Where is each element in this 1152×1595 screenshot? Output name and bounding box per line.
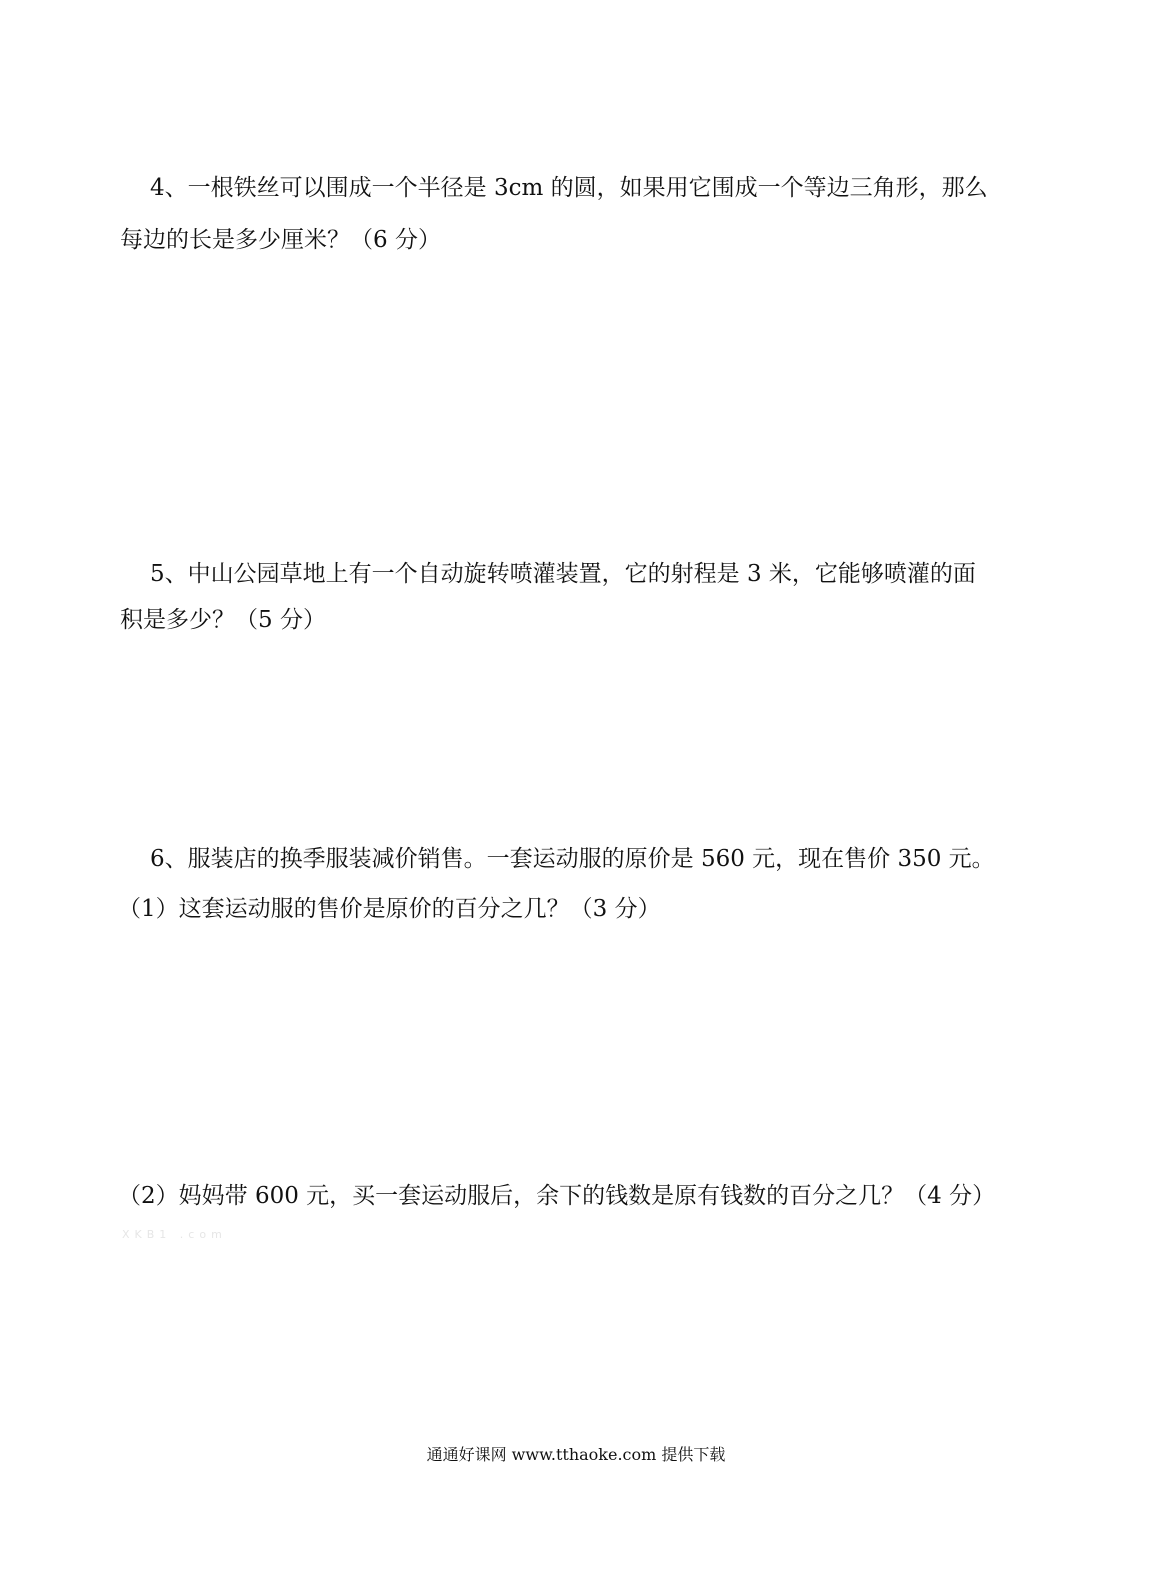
- question-6-line-1: 6、服装店的换季服装减价销售。一套运动服的原价是 560 元，现在售价 350 元。: [150, 846, 995, 872]
- question-6-part-2: （2）妈妈带 600 元，买一套运动服后，余下的钱数是原有钱数的百分之几？（4 分）: [118, 1183, 996, 1209]
- question-4-line-2: 每边的长是多少厘米？（6 分）: [120, 227, 441, 253]
- watermark: XKB1 .com: [122, 1228, 227, 1241]
- question-5-line-2: 积是多少？（5 分）: [120, 607, 326, 633]
- question-6-part-1: （1）这套运动服的售价是原价的百分之几？（3 分）: [118, 896, 661, 922]
- question-5-line-1: 5、中山公园草地上有一个自动旋转喷灌装置，它的射程是 3 米，它能够喷灌的面: [150, 561, 976, 587]
- page-footer: 通通好课网 www.tthaoke.com 提供下载: [426, 1445, 726, 1464]
- question-4-line-1: 4、一根铁丝可以围成一个半径是 3cm 的圆，如果用它围成一个等边三角形，那么: [150, 175, 988, 201]
